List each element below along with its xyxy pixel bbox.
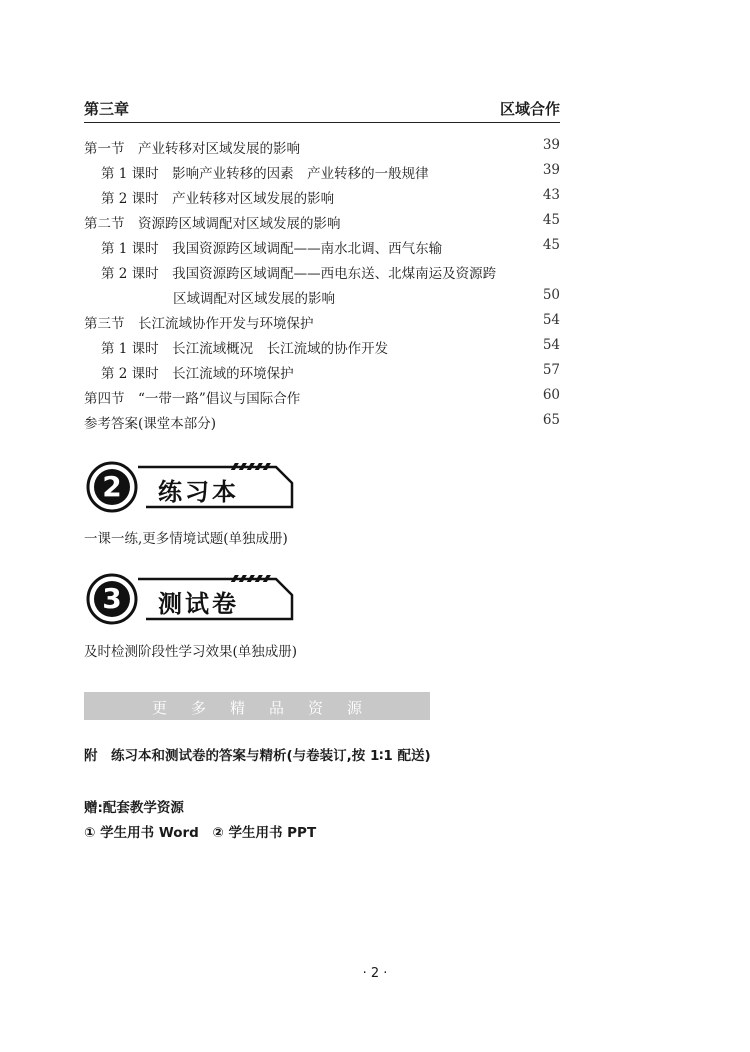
chapter-title: 区域合作: [499, 100, 560, 118]
test-paper-title: 测试卷: [158, 589, 239, 618]
chapter-header: [84, 96, 560, 123]
more-resources-banner: [84, 692, 430, 720]
page-number: · 2 ·: [362, 966, 388, 981]
toc-page-number: 45: [542, 212, 560, 228]
more-resources-label: 更多精品资源: [151, 699, 386, 717]
gift-items: ① 学生用书 Word ② 学生用书 PPT: [84, 825, 317, 841]
toc-entry-text: 第 2 课时 产业转移对区域发展的影响: [101, 191, 335, 207]
practice-book-title: 练习本: [158, 477, 239, 506]
toc-page-number: 39: [542, 162, 560, 178]
badge-number: 3: [102, 582, 122, 615]
toc-entry-text: 第三节 长江流域协作开发与环境保护: [84, 316, 314, 332]
toc-page-number: 39: [542, 137, 560, 153]
toc-entry-text: 第 2 课时 我国资源跨区域调配——西电东送、北煤南运及资源跨: [101, 266, 497, 282]
toc-entry-text: 参考答案(课堂本部分): [84, 416, 217, 432]
toc-entry-text: 第 2 课时 长江流域的环境保护: [101, 366, 294, 382]
toc-page-number: 65: [542, 412, 560, 428]
toc-entry-text: 第 1 课时 我国资源跨区域调配——南水北调、西气东输: [101, 241, 443, 257]
toc-page-number: 43: [542, 187, 560, 203]
toc-entry-text: 区域调配对区域发展的影响: [173, 291, 335, 307]
toc-entry-text: 第 1 课时 长江流域概况 长江流域的协作开发: [101, 341, 389, 357]
gift-heading: 赠:配套教学资源: [84, 800, 184, 816]
badge-number: 2: [102, 470, 122, 503]
toc-entry-text: 第一节 产业转移对区域发展的影响: [84, 141, 300, 157]
toc-page-number: 45: [542, 237, 560, 253]
toc-entry-text: 第四节 “一带一路”倡议与国际合作: [84, 391, 301, 407]
chapter-label: 第三章: [84, 100, 130, 118]
appendix-note: 附 练习本和测试卷的答案与精析(与卷装订,按 1∶1 配送): [84, 748, 431, 764]
toc-page-number: 54: [542, 337, 560, 353]
practice-book-badge: [86, 461, 296, 513]
toc-page-number: 50: [542, 287, 560, 303]
toc-page-number: 54: [542, 312, 560, 328]
practice-book-description: 一课一练,更多情境试题(单独成册): [84, 531, 288, 547]
toc-entry-text: 第二节 资源跨区域调配对区域发展的影响: [84, 216, 341, 232]
toc-page-number: 60: [542, 387, 560, 403]
toc-page-number: 57: [542, 362, 560, 378]
test-paper-description: 及时检测阶段性学习效果(单独成册): [84, 644, 298, 660]
test-paper-badge: [86, 573, 296, 625]
toc-entry-text: 第 1 课时 影响产业转移的因素 产业转移的一般规律: [101, 166, 429, 182]
